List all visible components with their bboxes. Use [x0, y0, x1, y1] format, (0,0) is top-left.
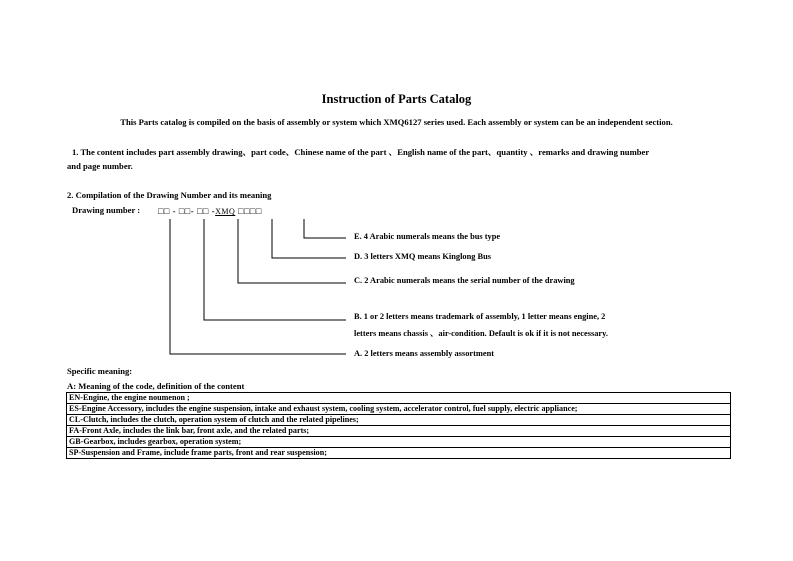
- label-d: D. 3 letters XMQ means Kinglong Bus: [354, 252, 492, 261]
- table-row: [67, 426, 731, 437]
- specific-subheading: A: Meaning of the code, definition of the content: [67, 381, 245, 391]
- table-cell: EN-Engine, the engine noumenon ;: [67, 393, 731, 404]
- section1-line2: and page number.: [67, 161, 133, 171]
- table-row: [67, 415, 731, 426]
- label-b-line2: letters means chassis 、air-condition. Default is ok if it is not necessary.: [354, 329, 608, 338]
- table-cell: CL-Clutch, includes the clutch, operation system of clutch and the related pipelines;: [67, 415, 731, 426]
- bracket-line-b: [204, 219, 346, 320]
- table-cell: FA-Front Axle, includes the link bar, front axle, and the related parts;: [67, 426, 731, 437]
- table-row: [67, 393, 731, 404]
- label-e: E. 4 Arabic numerals means the bus type: [354, 232, 501, 241]
- table-cell: GB-Gearbox, includes gearbox, operation system;: [67, 437, 731, 448]
- label-a: A. 2 letters means assembly assortment: [354, 349, 495, 358]
- code-separator: -: [211, 206, 216, 216]
- code-part-e: □□□□: [238, 206, 262, 216]
- code-separator: -: [172, 206, 177, 216]
- page-title: Instruction of Parts Catalog: [321, 92, 472, 106]
- specific-heading: Specific meaning:: [67, 366, 133, 376]
- section1-line1: 1. The content includes part assembly drawing、part code、Chinese name of the part 、English name of the part、quantity 、remarks and drawing number: [72, 147, 650, 157]
- table-row: [67, 404, 731, 415]
- table-cell: ES-Engine Accessory, includes the engine suspension, intake and exhaust system, cooling system, accelerator control, fuel supply, electric appliance;: [67, 404, 731, 415]
- code-part-b: □□: [178, 206, 191, 216]
- bracket-line-c: [238, 219, 346, 283]
- section2-heading: 2. Compilation of the Drawing Number and its meaning: [67, 190, 272, 200]
- code-part-c: □□: [197, 206, 209, 216]
- label-c: C. 2 Arabic numerals means the serial number of the drawing: [354, 276, 575, 285]
- code-part-a: □□: [158, 206, 170, 216]
- drawing-number-label: Drawing number :: [72, 205, 141, 215]
- label-b-line1: B. 1 or 2 letters means trademark of assembly, 1 letter means engine, 2: [354, 312, 606, 321]
- table-row: [67, 437, 731, 448]
- code-definitions-table: [66, 392, 731, 459]
- code-part-d: XMQ: [215, 207, 236, 216]
- table-cell: SP-Suspension and Frame, include frame parts, front and rear suspension;: [67, 448, 731, 459]
- table-row: [67, 448, 731, 459]
- bracket-line-a: [170, 219, 346, 354]
- code-separator: -: [190, 206, 195, 216]
- intro-paragraph: This Parts catalog is compiled on the basis of assembly or system which XMQ6127 series used. Each assembly or system can be an independent section.: [120, 117, 673, 127]
- bracket-line-e: [304, 219, 346, 238]
